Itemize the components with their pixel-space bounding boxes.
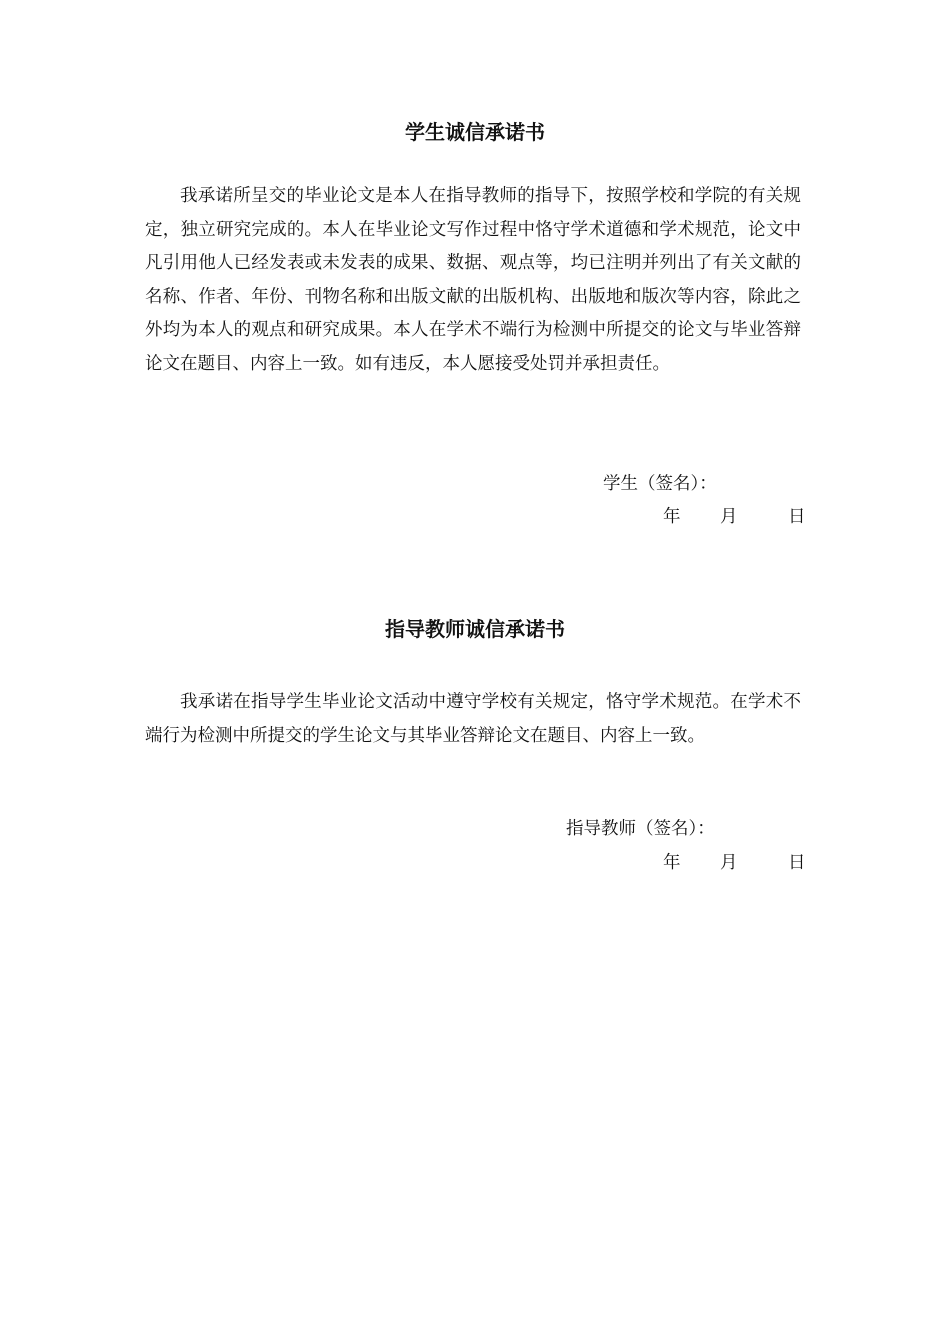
- date-year-label: 年: [663, 853, 681, 873]
- advisor-signature-label: 指导教师（签名）：: [566, 819, 715, 839]
- date-year-label: 年: [663, 507, 681, 527]
- student-signature-label: 学生（签名）：: [603, 474, 717, 494]
- advisor-date-line: [661, 851, 811, 875]
- student-date-line: [661, 505, 811, 529]
- date-month-label: 月: [720, 853, 738, 873]
- date-day-label: 日: [788, 507, 806, 527]
- date-day-label: 日: [788, 853, 806, 873]
- advisor-pledge-title: 指导教师诚信承诺书: [385, 617, 565, 641]
- advisor-pledge-body: 我承诺在指导学生毕业论文活动中遵守学校有关规定，恪守学术规范。在学术不端行为检测中所提交的学生论文与其毕业答辩论文在题目、内容上一致。: [145, 692, 801, 746]
- date-month-label: 月: [720, 507, 738, 527]
- student-pledge-body: 我承诺所呈交的毕业论文是本人在指导教师的指导下，按照学校和学院的有关规定，独立研究完成的。本人在毕业论文写作过程中恪守学术道德和学术规范，论文中凡引用他人已经发表或未发表的成果、数据、观点等，均已注明并列出了有关文献的名称、作者、年份、刊物名称和出版文献的出版机构、出版地和版次等内容，除此之外均为本人的观点和研究成果。本人在学术不端行为检测中所提交的论文与毕业答辩论文在题目、内容上一致。如有违反，本人愿接受处罚并承担责任。: [145, 186, 801, 374]
- student-pledge-title: 学生诚信承诺书: [405, 120, 545, 144]
